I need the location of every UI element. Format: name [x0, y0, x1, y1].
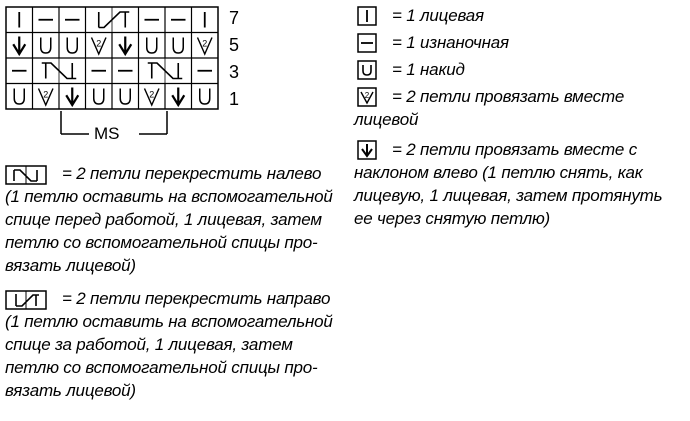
- row-label-7: 7: [229, 8, 240, 28]
- legend-k2tog-line1: = 2 петли провязать вместе: [392, 87, 625, 106]
- legend-cross-left-line4: петлю со вспомогательной спицы про-: [5, 233, 318, 252]
- legend-cross-right-line3: спице за работой, 1 лицевая, затем: [5, 335, 293, 354]
- svg-text:2: 2: [96, 38, 102, 49]
- legend-cross-left-line3: спице перед работой, 1 лицевая, затем: [5, 210, 322, 229]
- yarn-over-symbol-icon: [357, 60, 377, 80]
- legend-k2L-line4: ее через снятую петлю): [354, 209, 550, 228]
- chart-cell-p: [139, 7, 160, 33]
- chart-cell-crR: [86, 7, 130, 33]
- legend-k2L-line2: наклоном влево (1 петлю снять, как: [354, 163, 643, 182]
- chart-cell-k2tog: [139, 84, 160, 110]
- legend-cross-left-line2: (1 петлю оставить на вспомогательной: [5, 187, 333, 206]
- legend-cross-left-line5: вязать лицевой): [5, 256, 136, 275]
- chart-cell-crL: [33, 58, 77, 84]
- legend-cross-right-line2: (1 петлю оставить на вспомогательной: [5, 312, 333, 331]
- legend-cross-right-line5: вязать лицевой): [5, 381, 136, 400]
- row-label-3: 3: [229, 62, 240, 82]
- chart-cell-k2L: [165, 84, 184, 110]
- chart-cell-yo: [192, 84, 210, 110]
- legend-purl: = 1 изнаночная: [392, 33, 509, 52]
- chart-cell-p: [112, 58, 133, 84]
- chart-cell-yo: [139, 33, 157, 59]
- chart-cell-p: [33, 7, 54, 33]
- chart-cell-yo: [59, 33, 77, 59]
- svg-text:2: 2: [202, 38, 208, 49]
- chart-cell-p: [59, 7, 80, 33]
- ms-label: MS: [94, 124, 120, 143]
- legend-k2L-line1: = 2 петли провязать вместе с: [392, 140, 637, 159]
- svg-text:2: 2: [364, 91, 370, 100]
- chart-cell-k2tog: [86, 33, 107, 59]
- chart-cell-yo: [14, 89, 24, 105]
- legend-cross-right-line1: = 2 петли перекрестить направо: [62, 289, 331, 308]
- legend-k2tog-line2: лицевой: [354, 110, 419, 129]
- chart-cell-crL: [139, 58, 183, 84]
- chart-cell-k2L: [59, 84, 78, 110]
- row-label-1: 1: [229, 89, 240, 109]
- cross-right-symbol-icon: [5, 290, 47, 310]
- k2tog-symbol-icon: [357, 87, 377, 107]
- purl-symbol-icon: [357, 33, 377, 53]
- row-label-5: 5: [229, 35, 240, 55]
- chart-cell-yo: [33, 33, 51, 59]
- legend-cross-left-line1: = 2 петли перекрестить налево: [62, 164, 322, 183]
- chart-cell-p: [86, 58, 107, 84]
- k2tog-left-slant-symbol-icon: [357, 140, 377, 160]
- svg-text:2: 2: [43, 89, 49, 100]
- legend-k2L-line3: лицевую, 1 лицевая, затем протянуть: [354, 186, 663, 205]
- chart-cell-k: [192, 7, 205, 33]
- legend-yo: = 1 накид: [392, 60, 465, 79]
- chart-cell-yo: [165, 33, 183, 59]
- chart-cell-k2tog: [33, 84, 54, 110]
- chart-cell-p: [165, 7, 186, 33]
- knit-symbol-icon: [357, 6, 377, 26]
- chart-cell-yo: [112, 84, 130, 110]
- svg-text:2: 2: [149, 89, 155, 100]
- chart-cell-k2L: [112, 33, 131, 59]
- chart-cell-k2L: [13, 37, 25, 55]
- chart-cell-yo: [86, 84, 104, 110]
- chart-cell-k2tog: [192, 33, 213, 59]
- cross-left-symbol-icon: [5, 165, 47, 185]
- chart-cell-p: [192, 58, 213, 84]
- legend-knit: = 1 лицевая: [392, 6, 484, 25]
- legend-cross-right-line4: петлю со вспомогательной спицы про-: [5, 358, 318, 377]
